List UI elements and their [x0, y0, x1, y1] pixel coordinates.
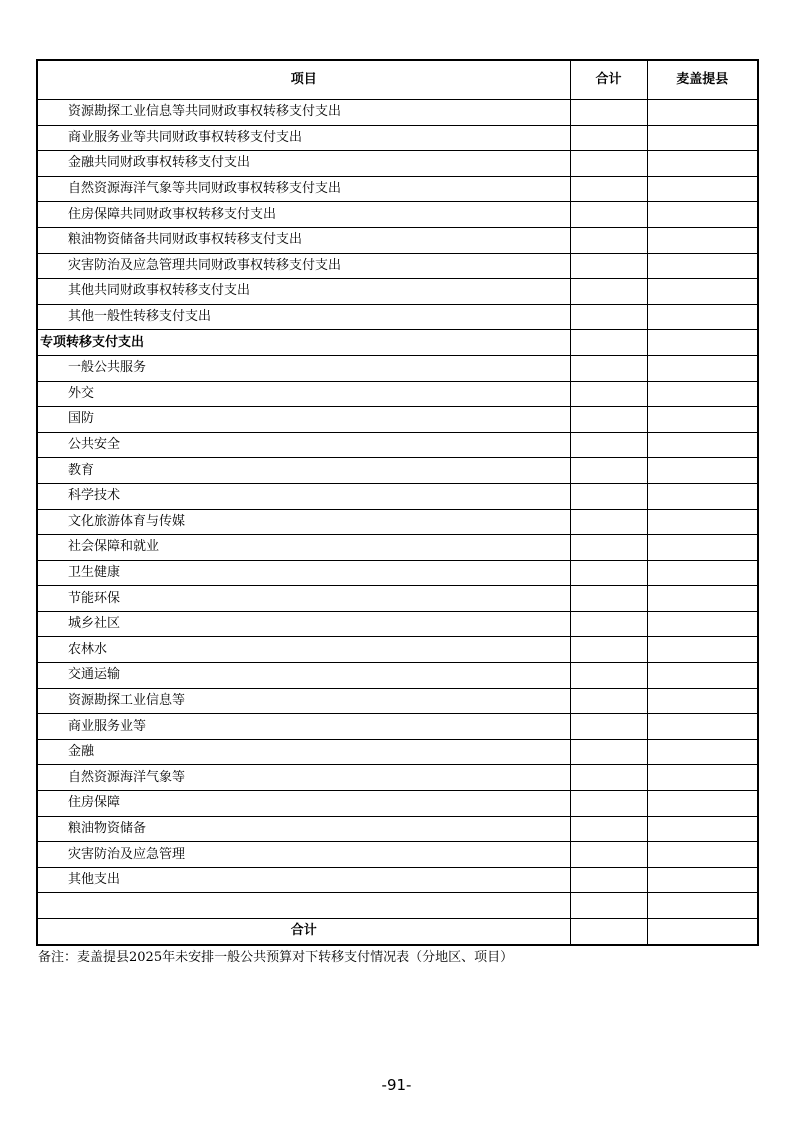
row-label: 商业服务业等 [37, 714, 570, 740]
county-cell [647, 586, 758, 612]
table-row [37, 739, 758, 765]
table-row [37, 611, 758, 637]
row-label: 交通运输 [37, 663, 570, 689]
table-row [37, 355, 758, 381]
total-cell [570, 483, 647, 509]
total-cell [570, 637, 647, 663]
table-row [37, 714, 758, 740]
total-cell [570, 663, 647, 689]
county-cell [647, 304, 758, 330]
county-cell [647, 458, 758, 484]
total-cell [570, 791, 647, 817]
table-row [37, 151, 758, 177]
row-label: 金融共同财政事权转移支付支出 [37, 151, 570, 177]
county-cell [647, 791, 758, 817]
table-row [37, 688, 758, 714]
total-cell [570, 739, 647, 765]
total-cell [570, 893, 647, 919]
county-cell [647, 202, 758, 228]
table-row [37, 867, 758, 893]
county-cell [647, 509, 758, 535]
table-row [37, 407, 758, 433]
table-row [37, 483, 758, 509]
table-row [37, 202, 758, 228]
table-row [37, 842, 758, 868]
county-cell [647, 816, 758, 842]
row-label: 节能环保 [37, 586, 570, 612]
table-row [37, 176, 758, 202]
total-cell [570, 816, 647, 842]
county-cell [647, 560, 758, 586]
county-cell [647, 714, 758, 740]
total-cell [570, 151, 647, 177]
section-header-row [37, 330, 758, 356]
row-label: 文化旅游体育与传媒 [37, 509, 570, 535]
row-label: 其他支出 [37, 867, 570, 893]
total-cell [570, 560, 647, 586]
transfer-payment-table [36, 59, 759, 946]
row-label: 卫生健康 [37, 560, 570, 586]
row-label: 社会保障和就业 [37, 535, 570, 561]
table-row [37, 279, 758, 305]
row-label: 其他一般性转移支付支出 [37, 304, 570, 330]
row-label: 金融 [37, 739, 570, 765]
total-cell [570, 509, 647, 535]
county-cell [647, 535, 758, 561]
county-cell [647, 919, 758, 945]
row-label: 资源勘探工业信息等共同财政事权转移支付支出 [37, 100, 570, 126]
row-label: 专项转移支付支出 [37, 330, 570, 356]
column-header-total: 合计 [570, 60, 647, 100]
row-label: 粮油物资储备 [37, 816, 570, 842]
row-label: 合计 [37, 919, 570, 945]
total-cell [570, 100, 647, 126]
row-label: 城乡社区 [37, 611, 570, 637]
table-row [37, 227, 758, 253]
page-number: -91- [381, 1076, 412, 1094]
table-note: 备注：麦盖提县2025年未安排一般公共预算对下转移支付情况表（分地区、项目） [38, 950, 514, 965]
county-cell [647, 407, 758, 433]
county-cell [647, 432, 758, 458]
row-label: 一般公共服务 [37, 355, 570, 381]
row-label: 粮油物资储备共同财政事权转移支付支出 [37, 227, 570, 253]
table-row [37, 535, 758, 561]
total-cell [570, 867, 647, 893]
county-cell [647, 227, 758, 253]
county-cell [647, 611, 758, 637]
total-cell [570, 535, 647, 561]
empty-row [37, 893, 758, 919]
column-header-item: 项目 [37, 60, 570, 100]
table-row [37, 663, 758, 689]
total-cell [570, 432, 647, 458]
table-row [37, 791, 758, 817]
row-label: 自然资源海洋气象等 [37, 765, 570, 791]
total-cell [570, 304, 647, 330]
total-cell [570, 125, 647, 151]
row-label: 自然资源海洋气象等共同财政事权转移支付支出 [37, 176, 570, 202]
county-cell [647, 381, 758, 407]
table-row [37, 125, 758, 151]
county-cell [647, 688, 758, 714]
total-cell [570, 458, 647, 484]
row-label: 公共安全 [37, 432, 570, 458]
row-label: 农林水 [37, 637, 570, 663]
total-cell [570, 202, 647, 228]
row-label: 外交 [37, 381, 570, 407]
table-row [37, 253, 758, 279]
table-row [37, 586, 758, 612]
table-row [37, 304, 758, 330]
row-label: 教育 [37, 458, 570, 484]
table-row [37, 560, 758, 586]
row-label: 资源勘探工业信息等 [37, 688, 570, 714]
table-row [37, 816, 758, 842]
total-cell [570, 407, 647, 433]
table-row [37, 432, 758, 458]
county-cell [647, 765, 758, 791]
total-cell [570, 919, 647, 945]
row-label: 住房保障共同财政事权转移支付支出 [37, 202, 570, 228]
county-cell [647, 100, 758, 126]
table-row [37, 458, 758, 484]
county-cell [647, 355, 758, 381]
table-row [37, 637, 758, 663]
transfer-payment-table-container [36, 59, 757, 946]
table-header-row [37, 60, 758, 100]
total-row [37, 919, 758, 945]
row-label: 科学技术 [37, 483, 570, 509]
total-cell [570, 253, 647, 279]
total-cell [570, 279, 647, 305]
total-cell [570, 765, 647, 791]
county-cell [647, 867, 758, 893]
column-header-county: 麦盖提县 [647, 60, 758, 100]
total-cell [570, 586, 647, 612]
table-row [37, 381, 758, 407]
county-cell [647, 279, 758, 305]
county-cell [647, 739, 758, 765]
row-label: 灾害防治及应急管理共同财政事权转移支付支出 [37, 253, 570, 279]
county-cell [647, 637, 758, 663]
total-cell [570, 355, 647, 381]
table-body [37, 100, 758, 945]
row-label: 其他共同财政事权转移支付支出 [37, 279, 570, 305]
table-row [37, 509, 758, 535]
row-label [37, 893, 570, 919]
county-cell [647, 151, 758, 177]
row-label: 住房保障 [37, 791, 570, 817]
county-cell [647, 483, 758, 509]
county-cell [647, 842, 758, 868]
county-cell [647, 125, 758, 151]
table-row [37, 765, 758, 791]
total-cell [570, 381, 647, 407]
row-label: 灾害防治及应急管理 [37, 842, 570, 868]
total-cell [570, 842, 647, 868]
table-row [37, 100, 758, 126]
county-cell [647, 893, 758, 919]
county-cell [647, 176, 758, 202]
total-cell [570, 330, 647, 356]
county-cell [647, 330, 758, 356]
row-label: 国防 [37, 407, 570, 433]
row-label: 商业服务业等共同财政事权转移支付支出 [37, 125, 570, 151]
county-cell [647, 253, 758, 279]
total-cell [570, 688, 647, 714]
county-cell [647, 663, 758, 689]
total-cell [570, 611, 647, 637]
total-cell [570, 176, 647, 202]
total-cell [570, 714, 647, 740]
total-cell [570, 227, 647, 253]
